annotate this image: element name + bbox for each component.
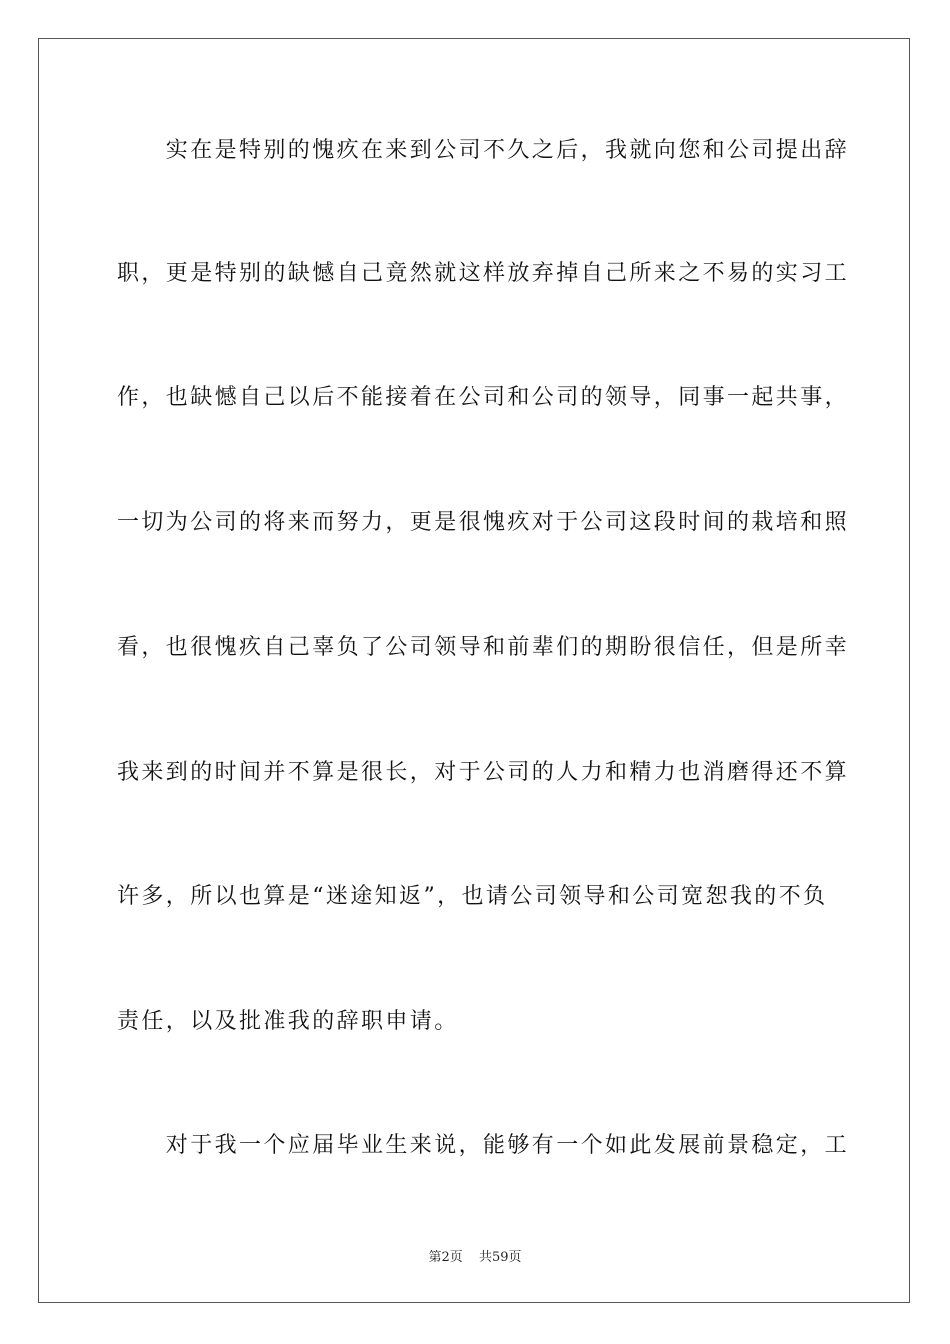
text-line: 看，也很愧疚自己辜负了公司领导和前辈们的期盼很信任，但是所幸 <box>117 635 850 660</box>
text-line: 作，也缺憾自己以后不能接着在公司和公司的领导，同事一起共事， <box>117 385 850 410</box>
text-line: 职，更是特别的缺憾自己竟然就这样放弃掉自己所来之不易的实习工 <box>117 261 850 286</box>
text-line: 一切为公司的将来而努力，更是很愧疚对于公司这段时间的栽培和照 <box>117 510 850 535</box>
text-line: 我来到的时间并不算是很长，对于公司的人力和精力也消磨得还不算 <box>117 760 850 785</box>
text-line: 责任，以及批准我的辞职申请。 <box>117 1009 459 1034</box>
page-border <box>38 38 910 1303</box>
page-footer <box>0 1249 950 1267</box>
page-total: 共59页 <box>478 1250 522 1265</box>
text-line: 许多，所以也算是“迷途知返”，也请公司领导和公司宽恕我的不负 <box>117 884 828 909</box>
text-line: 对于我一个应届毕业生来说，能够有一个如此发展前景稳定，工 <box>117 1133 850 1158</box>
text-line: 实在是特别的愧疚在来到公司不久之后，我就向您和公司提出辞 <box>117 138 850 163</box>
page-number: 第2页 <box>428 1250 463 1265</box>
